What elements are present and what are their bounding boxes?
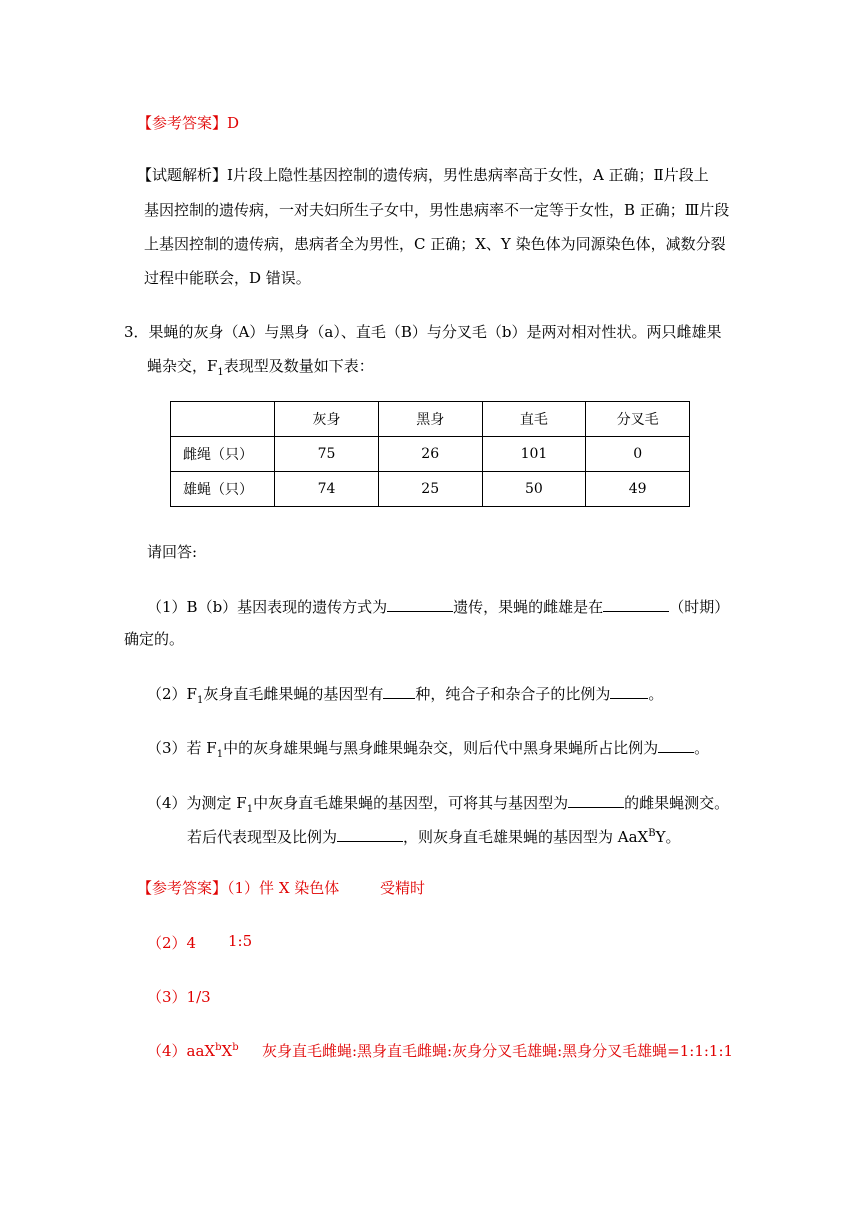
answer-blank[interactable] (383, 684, 415, 699)
table-cell: 74 (275, 472, 379, 507)
question-line-1: 果蝇的灰身（A）与黑身（a）、直毛（B）与分叉毛（b）是两对相对性状。两只雌雄果 (148, 323, 722, 341)
subquestion-1-cont: 确定的。 (124, 630, 185, 648)
subquestion-4-cont: 若后代表现型及比例为 ，则灰身直毛雄果蝇的基因型为 AaX$^B$Y。 (187, 828, 681, 846)
subquestion-3: （3）若 $F_1$中的灰身雄果蝇与黑身雌果蝇杂交，则后代中黑身果蝇所占比例为 。 (147, 739, 710, 760)
table-cell: 25 (378, 472, 482, 507)
answer-part-1b: 受精时 (380, 879, 426, 897)
table-row-header: 雄蝇（只） (171, 472, 275, 507)
data-table (170, 401, 690, 507)
table-header-cell: 灰身 (275, 402, 379, 437)
analysis-line-4: 过程中能联会，D 错误。 (144, 269, 311, 287)
table-header-cell: 黑身 (378, 402, 482, 437)
subquestion-2: $(2)F_1$灰身直毛雌果蝇的基因型有 种，纯合子和杂合子的比例为 。 (147, 685, 664, 706)
analysis-line-3: 上基因控制的遗传病，患病者全为男性，C 正确；X、Y 染色体为同源染色体，减数分裂 (144, 235, 726, 253)
table-header-cell (171, 402, 275, 437)
table-header-cell: 直毛 (482, 402, 586, 437)
question-line-2: 蝇杂交，$F_1$表现型及数量如下表： (147, 357, 374, 378)
answer-label: 【参考答案】 (137, 114, 228, 132)
table-row (171, 437, 690, 472)
answer-part-1: （1）伴 X 染色体 (227, 879, 340, 897)
table-header-row (171, 402, 690, 437)
answer-value: D (227, 114, 240, 132)
answer-part-2: （2）4 (147, 934, 197, 952)
answer-part-2b: 1:5 (228, 932, 253, 950)
question-number: 3． (124, 323, 149, 341)
analysis-label: 【试题解析】 (137, 166, 228, 184)
table-cell: 0 (586, 437, 690, 472)
analysis-line-2: 基因控制的遗传病，一对夫妇所生子女中，男性患病率不一定等于女性，B 正确；Ⅲ片段 (144, 201, 730, 219)
table-cell: 26 (378, 437, 482, 472)
answer-part-4b: 灰身直毛雌蝇:黑身直毛雌蝇:灰身分叉毛雄蝇:黑身分叉毛雄蝇=1:1:1:1 (262, 1042, 734, 1060)
analysis-line-1: Ⅰ片段上隐性基因控制的遗传病，男性患病率高于女性，A 正确；Ⅱ片段上 (227, 166, 709, 184)
table-cell: 49 (586, 472, 690, 507)
answer-blank[interactable] (603, 597, 669, 612)
answer-part-3: （3）1/3 (147, 988, 211, 1006)
table-row-header: 雌绳（只） (171, 437, 275, 472)
table-cell: 75 (275, 437, 379, 472)
answer-part-4: $(4)aaX^bX^b$ (147, 1042, 239, 1060)
subquestion-4: （4）为测定 $F_1$中灰身直毛雄果蝇的基因型，可将其与基因型为 的雌果蝇测交。 (147, 794, 730, 815)
answer-blank[interactable] (568, 793, 624, 808)
table-header-cell: 分叉毛 (586, 402, 690, 437)
answer-blank[interactable] (387, 597, 453, 612)
answer-label: 【参考答案】 (137, 879, 228, 897)
answer-blank[interactable] (337, 827, 403, 842)
table-row (171, 472, 690, 507)
answer-1 (137, 112, 239, 133)
table-cell: 50 (482, 472, 586, 507)
answer-blank[interactable] (610, 684, 648, 699)
table-cell: 101 (482, 437, 586, 472)
subquestion-1: （1）B（b）基因表现的遗传方式为 遗传，果蝇的雌雄是在 （时期） (147, 598, 730, 616)
prompt-text: 请回答: (147, 543, 198, 561)
answer-blank[interactable] (658, 738, 694, 753)
